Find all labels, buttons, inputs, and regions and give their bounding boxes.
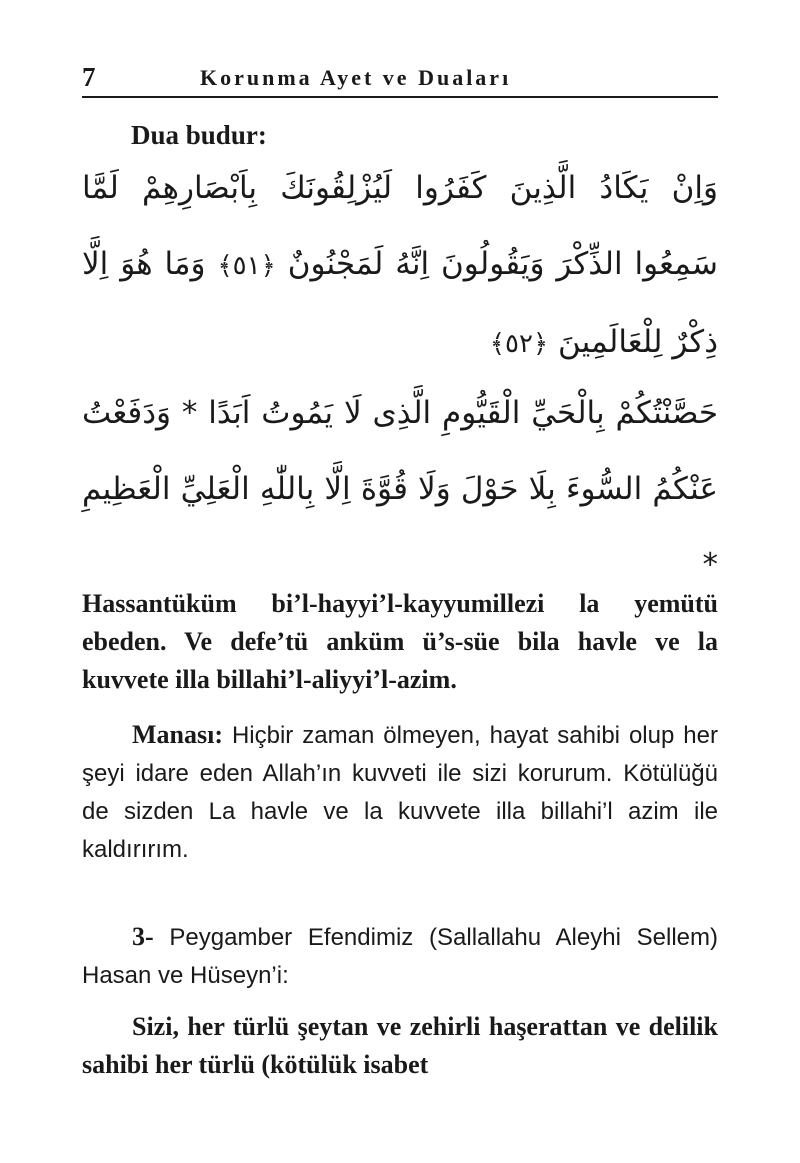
page-number: 7 [82, 62, 96, 92]
item-3-label: 3- [132, 922, 154, 951]
page-header [82, 62, 718, 98]
meaning-paragraph [82, 716, 718, 869]
arabic-verse-text: وَاِنْ يَكَادُ الَّذِينَ كَفَرُوا لَيُزْلِقُونَكَ بِاَبْصَارِهِمْ لَمَّا سَمِعُوا الذِّكْرَ وَيَقُولُونَ اِنَّهُ لَمَجْنُونٌ [82, 170, 718, 282]
verse-marker-52: ﴿٥٢﴾ [489, 329, 549, 359]
arabic-verse-text-2: وَمَا هُوَ اِلَّا ذِكْرٌ لِلْعَالَمِينَ [82, 246, 718, 360]
running-title: Korunma Ayet ve Duaları [200, 65, 512, 90]
verse-marker-51: ﴿٥١﴾ [217, 251, 276, 281]
meaning-label: Manası: [132, 720, 223, 749]
item-3-quote: Sizi, her türlü şeytan ve zehirli haşerattan ve delilik sahibi her türlü (kötülük isabet [82, 1012, 718, 1079]
item-3-text: Peygamber Efendimiz (Sallallahu Aleyhi Sellem) Hasan ve Hüseyn’i: [82, 924, 718, 989]
dua-intro-heading: Dua budur: [131, 120, 267, 150]
item-3-paragraph [82, 918, 718, 995]
arabic-verse [82, 150, 718, 382]
meaning-text: Hiçbir zaman ölmeyen, hayat sahibi olup her şeyi idare eden Allah’ın kuvveti ile sizi korurum. Kötülüğü de sizden La havle ve la kuvvete illa billahi’l azim ile kaldırırım. [82, 722, 718, 863]
transliteration-paragraph: Hassantüküm bi’l-hayyi’l-kayyumillezi la yemütü ebeden. Ve defe’tü anküm ü’s-süe bila havle ve la kuvvete illa billahi’l-aliyyi’l-azim. [82, 589, 718, 694]
arabic-dua: حَصَّنْتُكُمْ بِالْحَيِّ الْقَيُّومِ الَّذِى لَا يَمُوتُ اَبَدًا * وَدَفَعْتُ عَنْكُمُ السُّوءَ بِلَا حَوْلَ وَلَا قُوَّةَ اِلَّا بِاللّٰهِ الْعَلِيِّ الْعَظِيمِ * [82, 395, 718, 583]
